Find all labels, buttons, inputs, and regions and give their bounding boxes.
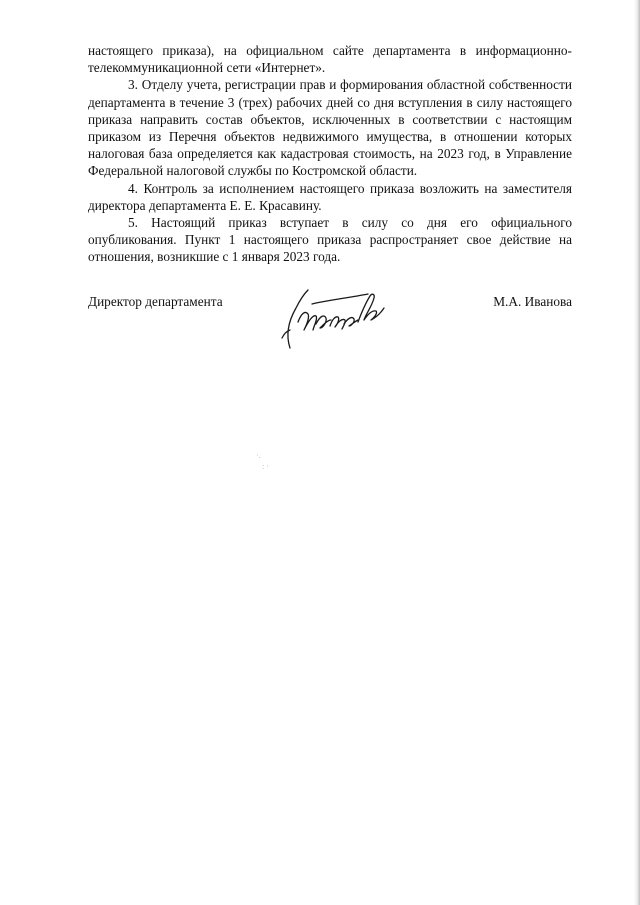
- paragraph-item-5: 5. Настоящий приказ вступает в силу со дня его официального опубликования. Пункт 1 настоящего приказа распространяет свое действие на отношения, возникшие с 1 января 2023 года.: [88, 215, 572, 265]
- signature-block: [88, 294, 572, 374]
- scan-edge-shadow: [634, 0, 640, 905]
- handwritten-signature: [268, 284, 408, 356]
- document-body: [88, 42, 572, 266]
- signatory-position: Директор департамента: [88, 294, 223, 309]
- paragraph-item-3: 3. Отделу учета, регистрации прав и формирования областной собственности департамента в течение 3 (трех) рабочих дней со дня вступления в силу настоящего приказа направить состав объектов, исключенных в соответствии с настоящим приказом из Перечня объектов недвижимого имущества, в отношении которых налоговая база определяется как кадастровая стоимость, на 2023 год, в Управление Федеральной налоговой службы по Костромской области.: [88, 77, 572, 179]
- paragraph-continuation: настоящего приказа), на официальном сайте департамента в информационно-телекоммуникационной сети «Интернет».: [88, 43, 572, 76]
- scan-artifact: ·.: [256, 451, 261, 460]
- signatory-name: М.А. Иванова: [493, 294, 572, 309]
- scan-artifact: : ·: [262, 462, 269, 471]
- paragraph-item-4: 4. Контроль за исполнением настоящего приказа возложить на заместителя директора департамента Е. Е. Красавину.: [88, 180, 572, 213]
